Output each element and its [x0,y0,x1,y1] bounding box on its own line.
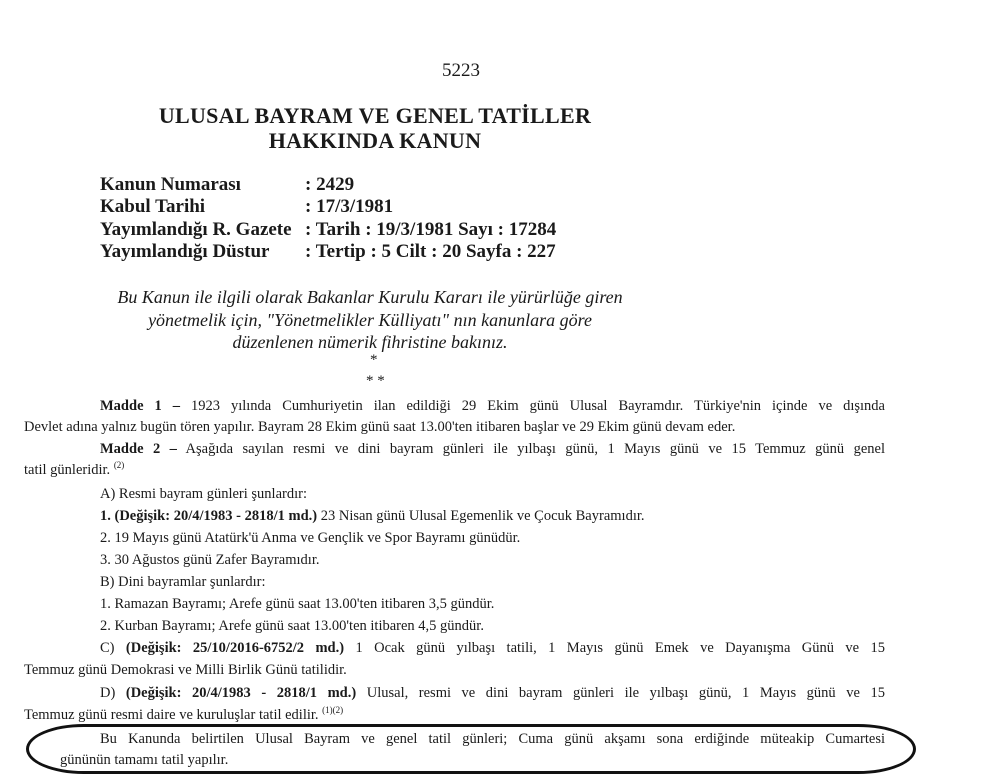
section-b-item-2: 2. Kurban Bayramı; Arefe günü saat 13.00'ten itibaren 4,5 gündür. [100,618,484,634]
final-paragraph-line-2: gününün tamamı tatil yapılır. [60,752,229,768]
amendment-note: 1. (Değişik: 20/4/1983 - 2818/1 md.) [100,508,318,524]
document-title-line-2: HAKKINDA KANUN [268,128,482,153]
meta-official-gazette [100,219,556,241]
meta-value: : Tertip : 5 Cilt : 20 Sayfa : 227 [305,241,556,262]
madde-2-line-1 [100,441,885,458]
section-b-item-1: 1. Ramazan Bayramı; Arefe günü saat 13.00'ten itibaren 3,5 gündür. [100,596,495,612]
footnote-marker: (1)(2) [322,705,344,716]
section-a-item-3: 3. 30 Ağustos günü Zafer Bayramıdır. [100,552,320,568]
section-c-prefix: C) [100,640,126,656]
madde-1-line-1 [100,398,885,415]
section-a-item-1 [100,508,645,525]
section-d-prefix: D) [100,685,126,701]
madde-2-text: Aşağıda sayılan resmi ve dini bayram günleri ile yılbaşı günü, 1 Mayıs günü ve 15 Temmuz günü genel [176,441,885,457]
madde-1-text: 1923 yılında Cumhuriyetin ilan edildiği 29 Ekim günü Ulusal Bayramdır. Türkiye'nin içinde ve dışında [179,398,885,414]
section-c-text: 1 Ocak günü yılbaşı tatili, 1 Mayıs günü Emek ve Dayanışma Günü ve 15 [344,640,885,656]
section-d-line-1 [100,685,885,702]
section-d-text-end: Temmuz günü resmi daire ve kuruluşlar tatil edilir. [24,707,319,723]
amendment-note: (Değişik: 20/4/1983 - 2818/1 md.) [125,685,357,701]
section-d-text: Ulusal, resmi ve dini bayram günleri ile yılbaşı günü, 1 Mayıs günü ve 15 [356,685,885,701]
meta-value: : 17/3/1981 [305,196,394,217]
note-line-1: Bu Kanun ile ilgili olarak Bakanlar Kurulu Kararı ile yürürlüğe giren [117,287,623,307]
meta-label: Yayımlandığı R. Gazete [100,219,292,240]
meta-adoption-date [100,196,393,218]
madde-2-line-2 [24,462,124,479]
item-text: 23 Nisan günü Ulusal Egemenlik ve Çocuk Bayramıdır. [317,508,645,524]
meta-value: : Tarih : 19/3/1981 Sayı : 17284 [305,219,557,240]
madde-1-label: Madde 1 – [100,398,180,414]
madde-2-text-end: tatil günleridir. [24,462,111,478]
note-line-3: düzenlenen nümerik fihristine bakınız. [232,332,508,352]
separator-star: * [370,352,378,368]
section-b-heading: B) Dini bayramlar şunlardır: [100,574,266,590]
separator-stars: * * [366,373,385,389]
document-title-line-1: ULUSAL BAYRAM VE GENEL TATİLLER [158,103,592,128]
madde-1-line-2: Devlet adına yalnız bugün tören yapılır. Bayram 28 Ekim günü saat 13.00'ten itibaren başlar ve 29 Ekim günü devam eder. [24,419,736,435]
note-line-2: yönetmelik için, "Yönetmelikler Külliyatı" nın kanunlara göre [148,310,592,330]
section-d-line-2 [24,707,343,724]
meta-label: Kanun Numarası [100,174,241,195]
meta-label: Kabul Tarihi [100,196,206,217]
footnote-marker: (2) [113,460,125,471]
madde-2-label: Madde 2 – [100,441,177,457]
meta-dustur [100,241,556,263]
section-c-line-2: Temmuz günü Demokrasi ve Milli Birlik Günü tatilidir. [24,662,347,678]
meta-label: Yayımlandığı Düstur [100,241,270,262]
section-a-item-2: 2. 19 Mayıs günü Atatürk'ü Anma ve Gençlik ve Spor Bayramı günüdür. [100,530,521,546]
amendment-note: (Değişik: 25/10/2016-6752/2 md.) [125,640,345,656]
section-a-heading: A) Resmi bayram günleri şunlardır: [100,486,307,502]
meta-value: : 2429 [305,174,355,195]
meta-law-number [100,174,354,196]
final-paragraph-line-1: Bu Kanunda belirtilen Ulusal Bayram ve genel tatil günleri; Cuma günü akşamı sona erdiğinde müteakip Cumartesi [100,731,885,747]
page-number: 5223 [442,60,480,81]
section-c-line-1 [100,640,885,657]
